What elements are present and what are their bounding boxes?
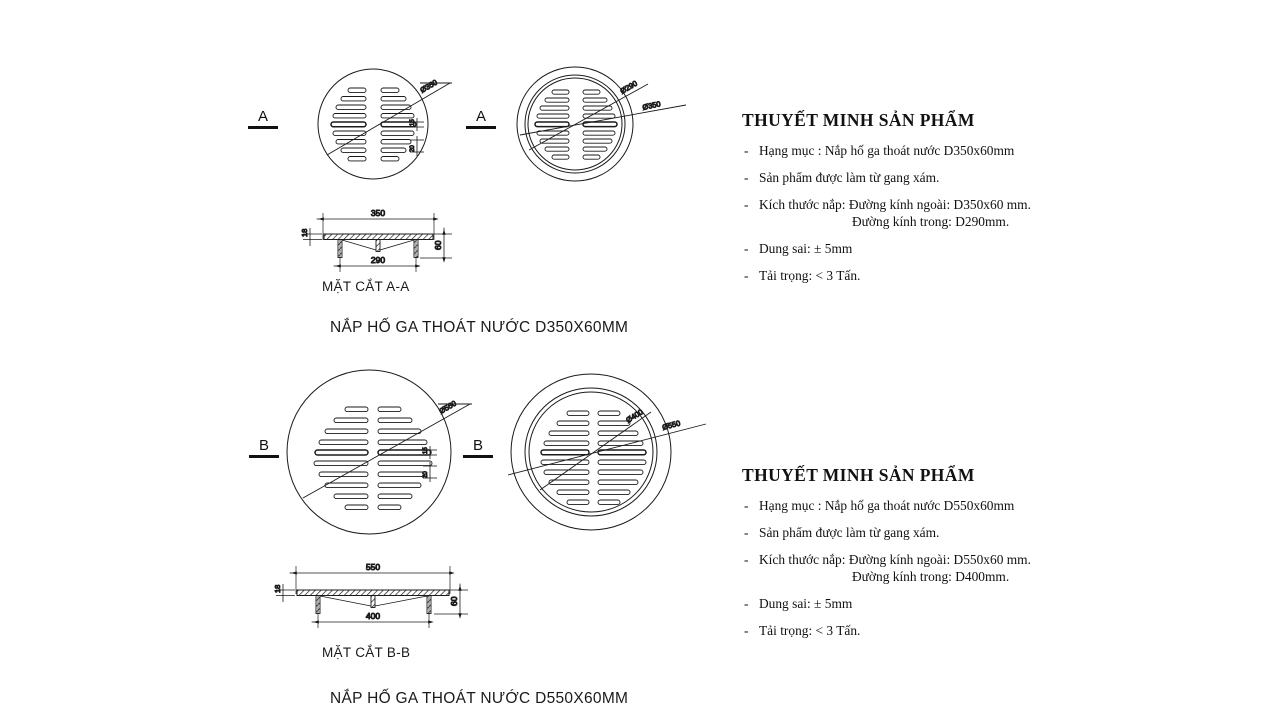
section-view-bb	[273, 562, 468, 628]
spec-dash: -	[744, 596, 749, 612]
section-right-dim-d550: 60	[449, 596, 459, 606]
plan-view-d550	[287, 370, 472, 534]
spec-item-text: Kích thước nắp: Đường kính ngoài: D350x60 mm.	[759, 196, 1031, 212]
assembly-caption-d550: NẮP HỐ GA THOÁT NƯỚC D550X60MM	[330, 690, 629, 707]
section-mark-underline	[466, 126, 496, 129]
spec-item-text: Dung sai: ± 5mm	[759, 241, 853, 257]
plan-diameter-label-d350: Ø350	[418, 77, 439, 95]
iso-view-d550	[508, 374, 706, 530]
section-mark-right-a	[466, 108, 496, 129]
section-mark-underline	[248, 126, 278, 129]
spec-item	[742, 240, 1062, 258]
spec-item	[742, 196, 1062, 232]
spec-dash: -	[744, 241, 749, 257]
spec-item	[742, 524, 1062, 542]
section-mark-left-a	[248, 108, 278, 129]
spec-dash: -	[744, 196, 749, 212]
spec-dash: -	[744, 524, 749, 540]
spec-item-text: Dung sai: ± 5mm	[759, 596, 853, 612]
spec-block-d350	[742, 110, 1062, 294]
section-right-dim-d350: 60	[433, 240, 443, 250]
section-mark-right-b-label: B	[472, 437, 483, 454]
section-mark-left-b	[249, 437, 279, 458]
spec-item-text: Tải trọng: < 3 Tấn.	[759, 623, 861, 639]
slot-width-label-d550: 15	[423, 447, 429, 454]
spec-item-subtext: Đường kính trong: D400mm.	[852, 569, 1010, 585]
iso-outer-diameter-label-d550: Ø550	[661, 418, 682, 432]
spec-item	[742, 169, 1062, 187]
section-mark-right-a-label: A	[475, 108, 486, 125]
spec-dash: -	[744, 551, 749, 567]
spec-title-d350: THUYẾT MINH SẢN PHẨM	[742, 110, 975, 130]
spec-dash: -	[744, 623, 749, 639]
spec-block-d550	[742, 465, 1062, 649]
spec-item-subtext: Đường kính trong: D290mm.	[852, 214, 1010, 230]
spec-item	[742, 622, 1062, 640]
spec-item	[742, 497, 1062, 515]
spec-item	[742, 551, 1062, 587]
section-mark-underline	[249, 455, 279, 458]
slot-pitch-label-d550: 20	[423, 471, 429, 478]
section-bottom-dim-d350: 290	[370, 255, 386, 265]
spec-dash: -	[744, 268, 749, 284]
iso-inner-diameter-label-d350: Ø290	[618, 78, 639, 96]
section-bottom-dim-d550: 400	[365, 611, 381, 621]
section-view-aa	[300, 208, 452, 272]
section-left-dim-d550: 18	[273, 584, 282, 593]
spec-dash: -	[744, 143, 749, 158]
section-caption-bb: MẶT CẮT B-B	[322, 645, 411, 660]
spec-item-text: Hạng mục : Nắp hố ga thoát nước D350x60mm	[759, 143, 1015, 158]
spec-item-text: Sản phẩm được làm từ gang xám.	[759, 524, 940, 540]
section-caption-aa: MẶT CẮT A-A	[322, 279, 410, 294]
spec-list-d350	[742, 142, 1062, 285]
section-left-dim-d350: 18	[300, 228, 309, 237]
slot-width-label-d350: 15	[410, 119, 416, 126]
spec-item-text: Sản phẩm được làm từ gang xám.	[759, 169, 940, 185]
spec-item-text: Hạng mục : Nắp hố ga thoát nước D550x60mm	[759, 498, 1015, 513]
iso-view-d350	[517, 67, 686, 181]
section-top-dim-d350: 350	[370, 208, 386, 218]
spec-dash: -	[744, 498, 749, 513]
section-mark-underline	[463, 455, 493, 458]
section-mark-left-a-label: A	[257, 108, 268, 125]
section-top-dim-d550: 550	[365, 562, 381, 572]
spec-item-text: Tải trọng: < 3 Tấn.	[759, 268, 861, 284]
spec-title-d550: THUYẾT MINH SẢN PHẨM	[742, 465, 975, 485]
spec-item	[742, 595, 1062, 613]
slot-pitch-label-d350: 20	[410, 145, 416, 152]
iso-outer-diameter-label-d350: Ø350	[641, 99, 662, 112]
spec-dash: -	[744, 169, 749, 185]
spec-item-text: Kích thước nắp: Đường kính ngoài: D550x60 mm.	[759, 551, 1031, 567]
section-mark-right-b	[463, 437, 493, 458]
plan-view-d350	[318, 69, 452, 179]
spec-item	[742, 267, 1062, 285]
iso-inner-diameter-label-d550: Ø400	[624, 407, 645, 425]
plan-diameter-label-d550: Ø550	[437, 398, 458, 416]
spec-item	[742, 142, 1062, 160]
assembly-caption-d350: NẮP HỐ GA THOÁT NƯỚC D350X60MM	[330, 319, 629, 336]
spec-list-d550	[742, 497, 1062, 640]
section-mark-left-b-label: B	[258, 437, 269, 454]
